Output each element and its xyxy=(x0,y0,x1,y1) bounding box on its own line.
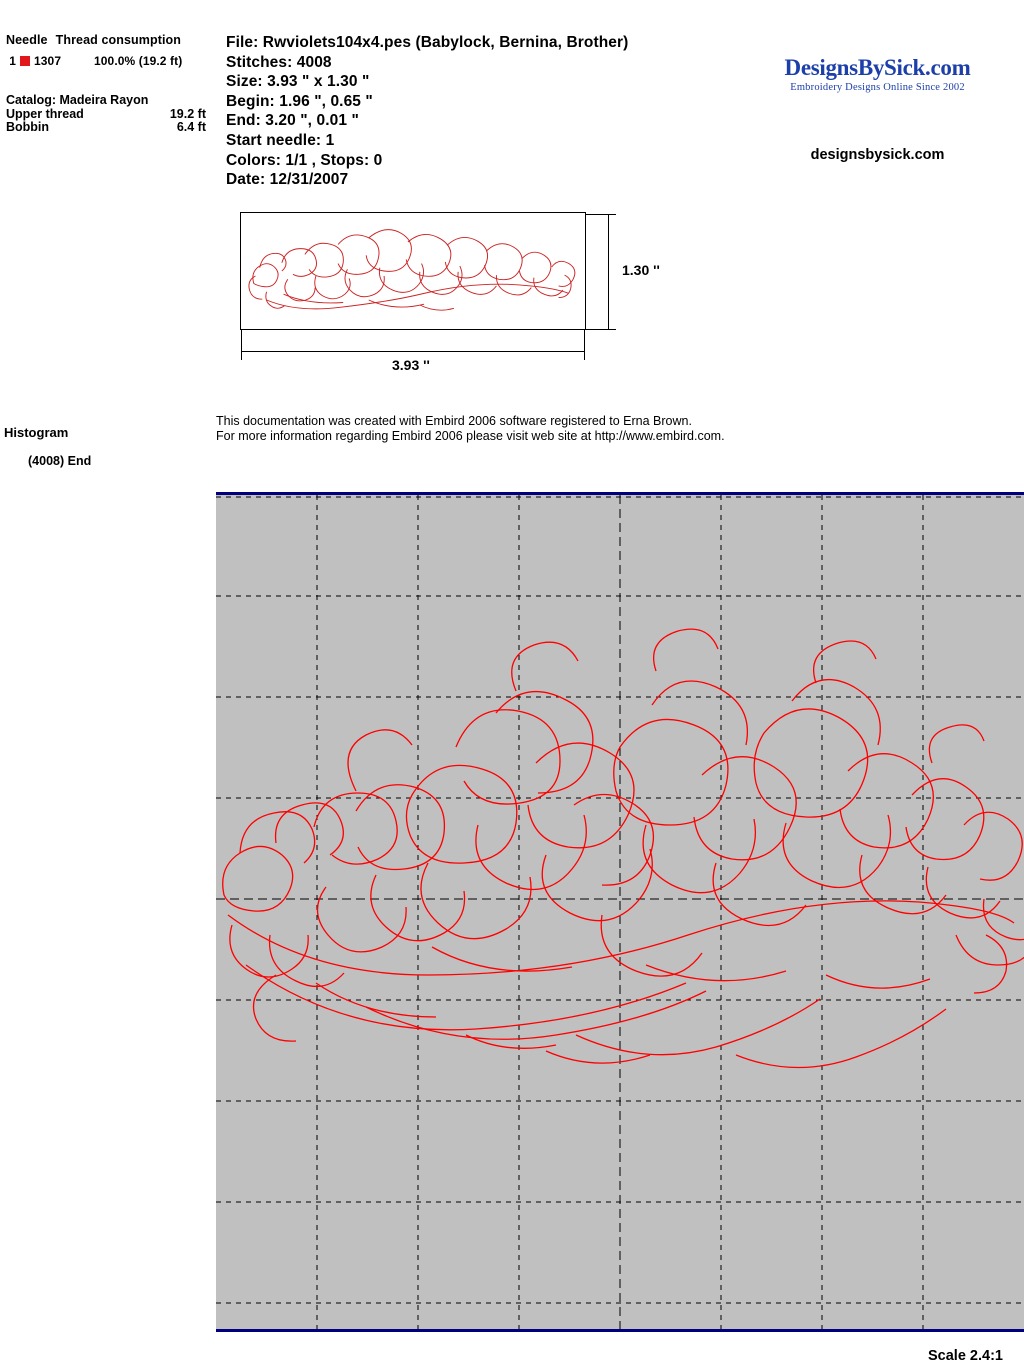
preview-height-tick-top xyxy=(586,214,616,215)
needle-number: 1 xyxy=(9,54,16,68)
scale-label: Scale 2.4:1 xyxy=(928,1348,1003,1364)
begin-line: Begin: 1.96 ", 0.65 " xyxy=(226,92,373,110)
file-info-block xyxy=(226,33,628,190)
upper-thread-value: 19.2 ft xyxy=(169,106,206,121)
logo-tagline: Embroidery Designs Online Since 2002 xyxy=(790,82,965,93)
brand-logo xyxy=(750,55,1005,93)
file-name-line: File: Rwviolets104x4.pes (Babylock, Bernina, Brother) xyxy=(226,34,629,51)
design-preview xyxy=(240,212,586,330)
needle-column-header: Needle xyxy=(6,33,48,47)
upper-thread-label: Upper thread xyxy=(6,106,84,121)
bobbin-label: Bobbin xyxy=(6,120,50,134)
preview-height-dimension-line xyxy=(608,214,609,329)
histogram-end-marker: (4008) End xyxy=(28,454,92,468)
needle-percent-consumption: 100.0% (19.2 ft) xyxy=(94,54,183,68)
embird-note xyxy=(216,414,725,444)
preview-frame xyxy=(240,212,586,330)
preview-width-dimension-line xyxy=(241,351,585,352)
date-line: Date: 12/31/2007 xyxy=(226,171,349,189)
colors-stops-line: Colors: 1/1 , Stops: 0 xyxy=(226,151,383,169)
histogram-title: Histogram xyxy=(4,425,69,440)
upper-thread-row xyxy=(6,108,206,122)
preview-width-tick-left xyxy=(241,330,242,360)
stitch-paths xyxy=(223,629,1024,1067)
preview-width-label: 3.93 '' xyxy=(392,357,430,373)
design-canvas xyxy=(216,492,1024,1332)
catalog-summary xyxy=(6,94,206,135)
needle-thread-table xyxy=(6,33,182,68)
grid-lines xyxy=(216,495,1024,1329)
size-line: Size: 3.93 " x 1.30 " xyxy=(226,73,370,91)
bobbin-row xyxy=(6,121,206,135)
thread-consumption-column-header: Thread consumption xyxy=(55,33,182,47)
stitches-line: Stitches: 4008 xyxy=(226,53,332,71)
table-row xyxy=(6,54,182,68)
preview-stitch-drawing xyxy=(241,213,585,329)
start-needle-line: Start needle: 1 xyxy=(226,131,335,149)
thread-color-swatch xyxy=(20,56,30,66)
catalog-name: Catalog: Madeira Rayon xyxy=(6,93,149,107)
needle-stitch-count: 1307 xyxy=(34,54,62,68)
site-url: designsbysick.com xyxy=(810,147,945,163)
embird-note-line-2: For more information regarding Embird 2006 please visit web site at http://www.embird.com. xyxy=(216,429,725,443)
design-stitch-drawing xyxy=(216,495,1024,1329)
needle-table-header xyxy=(6,33,182,47)
bobbin-value: 6.4 ft xyxy=(176,120,206,134)
preview-width-tick-right xyxy=(584,330,585,360)
preview-height-tick-bottom xyxy=(586,329,616,330)
embird-note-line-1: This documentation was created with Embird 2006 software registered to Erna Brown. xyxy=(216,414,692,428)
logo-title: DesignsBySick.com xyxy=(784,55,971,80)
preview-height-label: 1.30 '' xyxy=(622,262,660,278)
end-line: End: 3.20 ", 0.01 " xyxy=(226,112,359,130)
